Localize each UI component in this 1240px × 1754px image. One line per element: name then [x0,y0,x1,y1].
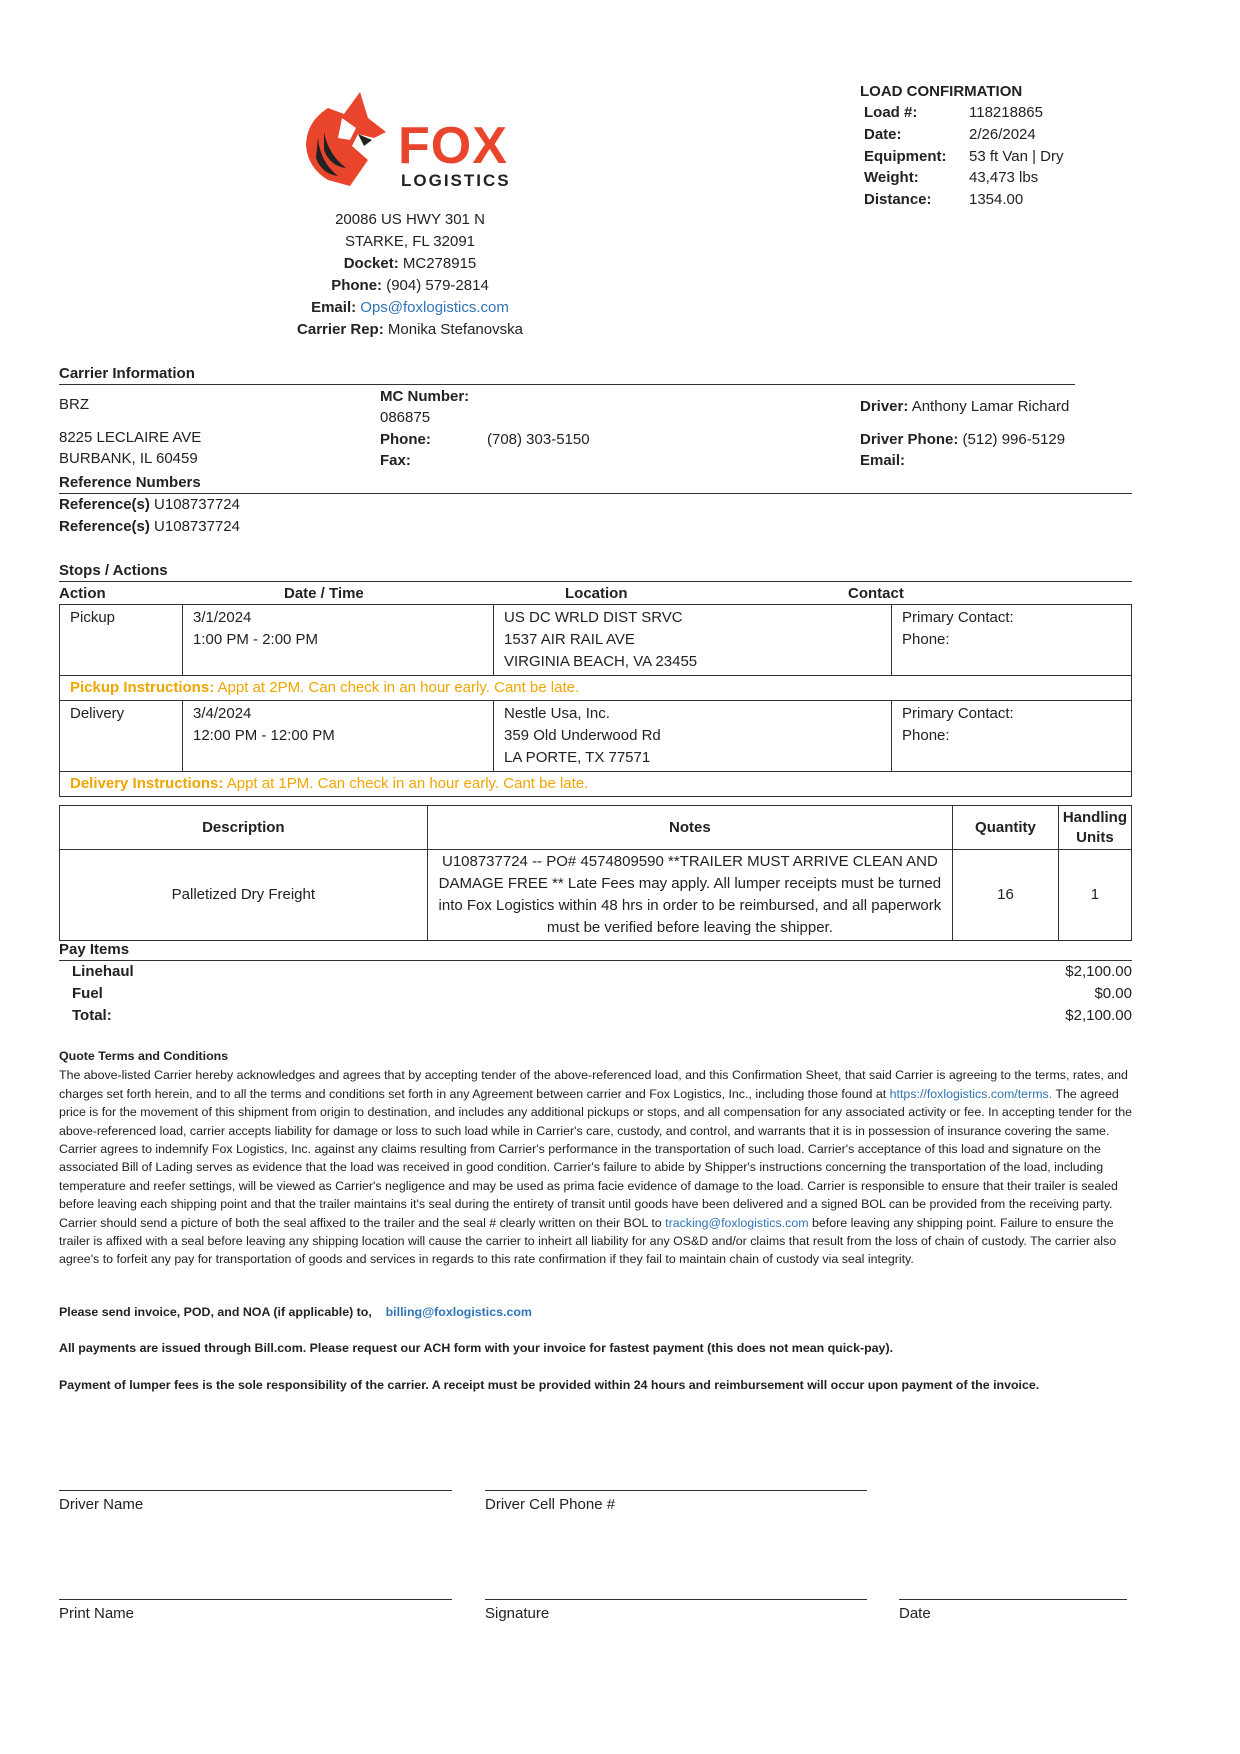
driver-cell-label: Driver Cell Phone # [485,1496,616,1513]
lumper-note: Payment of lumper fees is the sole responsibility of the carrier. A receipt must be provided within 24 hours and reimbursement will occur upon payment of the invoice. [59,1378,1040,1392]
stops-section-title: Stops / Actions [59,562,168,579]
pay-item-linehaul-label: Linehaul [72,963,134,980]
freight-header-quantity: Quantity [953,806,1059,850]
stop-action: Delivery [60,701,183,772]
stop-row [60,701,1132,772]
fox-head-icon [298,88,398,188]
terms-title: Quote Terms and Conditions [59,1049,229,1063]
load-number-row: Load #: 118218865 [864,104,1043,121]
stop-row [60,605,1132,676]
driver-name-label: Driver Name [59,1496,144,1513]
logo-wordmark: FOX [398,117,508,175]
company-phone: Phone: (904) 579-2814 [331,277,489,294]
print-name-line[interactable] [59,1599,452,1600]
date-label: Date [899,1605,931,1622]
pay-item-fuel-label: Fuel [72,985,103,1002]
ops-email-link[interactable]: Ops@foxlogistics.com [360,299,509,316]
logo-subtitle: LOGISTICS [401,171,511,190]
pay-item-linehaul-value: $2,100.00 [1065,963,1132,980]
references-divider [59,493,1132,494]
driver-cell-line[interactable] [485,1490,867,1491]
carrier-rep: Carrier Rep: Monika Stefanovska [297,321,523,338]
load-distance-row: Distance: 1354.00 [864,191,1024,208]
delivery-instructions-text: Appt at 1PM. Can check in an hour early. Cant be late. [226,775,589,792]
stops-header-action: Action [59,585,106,602]
company-email: Email: Ops@foxlogistics.com [311,299,509,316]
pay-total-label: Total: [72,1007,112,1024]
stops-header-datetime: Date / Time [284,585,364,602]
tracking-email-link[interactable]: tracking@foxlogistics.com [665,1215,809,1230]
payments-note: All payments are issued through Bill.com. Please request our ACH form with your invoice for fastest payment (this does not mean quick-pay). [59,1341,894,1355]
reference-row: Reference(s) U108737724 [59,518,240,535]
carrier-section-title: Carrier Information [59,365,195,382]
company-info [240,209,580,341]
pay-total-value: $2,100.00 [1065,1007,1132,1024]
pay-section-title: Pay Items [59,941,130,958]
freight-table [59,805,1132,941]
pay-divider [59,960,1132,961]
references-section-title: Reference Numbers [59,474,201,491]
stops-header-contact: Contact [848,585,904,602]
stops-header-location: Location [565,585,628,602]
company-docket: Docket: MC278915 [343,255,477,272]
load-confirmation-title: LOAD CONFIRMATION [860,83,1023,100]
freight-header-description: Description [60,806,428,850]
carrier-address-line1: 8225 LECLAIRE AVE [59,429,202,446]
pickup-instructions-text: Appt at 2PM. Can check in an hour early. Cant be late. [217,679,580,696]
print-name-label: Print Name [59,1605,135,1622]
terms-body: The above-listed Carrier hereby acknowledges and agrees that by accepting tender of the above-referenced load, and this Confirmation Sheet, that said Carrier is agreeing to the terms, rates, and charges set forth herein, and to all the terms and conditions set forth in any Agreement between carrier and Fox Logistics, Inc., including those found at https://foxlogistics.com/terms. The agreed price is for the movement of this shipment from origin to destination, and includes any additional pickups or stops, and all compensation for any associated activity or fee. In accepting tender for the above-referenced load, carrier accepts liability for damage or loss to such load while in Carrier's care, custody, and control, and warrants that it is in possession of insurance covering the same. Carrier agrees to indemnify Fox Logistics, Inc. against any claims resulting from Carrier's performance in the transportation of such load. Carrier's acceptance of this load and signature on the associated Bill of Lading serves as evidence that the load was received in good condition. Carrier's failure to abide by Shipper's instructions concerning the transportation of the load, including temperature and reefer settings, will be viewed as Carrier's negligence and may be used as prima facie evidence of damage to the load. Carrier is responsible to ensure that their trailer is sealed before leaving each shipping point and that the trailer maintains it's seal during the entirety of transit until goods have been delivered and a signed BOL can be provided from the receiving party. Carrier should send a picture of both the seal affixed to the trailer and the seal # clearly written on their BOL to tracking@foxlogistics.com before leaving any shipping point. Failure to ensure the trailer is affixed with a seal before leaving any shipping location will cause the carrier to inheirt all liability for any OS&D and/or claims that result from the loss of chain of custody. The carrier also agree's to forfeit any pay for transportation of goods and services in regards to this rate confirmation if they fail to maintain chain of custody via seal integrity. [59,1068,1133,1267]
stops-divider [59,581,1132,582]
stop-instructions-row [60,676,1132,701]
stop-datetime: 3/4/2024 12:00 PM - 12:00 PM [183,701,494,772]
billing-email-link[interactable]: billing@foxlogistics.com [385,1305,532,1319]
carrier-phone-value: (708) 303-5150 [487,431,590,448]
carrier-phone-label: Phone: [380,431,431,448]
stop-contact: Primary Contact: Phone: [892,701,1132,772]
freight-header-row [60,806,1132,850]
stop-datetime: 3/1/2024 1:00 PM - 2:00 PM [183,605,494,676]
stop-location: Nestle Usa, Inc. 359 Old Underwood Rd LA PORTE, TX 77571 [494,701,892,772]
terms-block [59,1047,1134,1269]
driver-name-line[interactable] [59,1490,452,1491]
pay-item-fuel-value: $0.00 [1094,985,1132,1002]
reference-row: Reference(s) U108737724 [59,496,240,513]
driver-phone-row: Driver Phone: (512) 996-5129 [860,431,1066,448]
delivery-instructions-label: Delivery Instructions: [70,775,224,792]
freight-handling-units: 1 [1058,850,1131,941]
pickup-instructions-label: Pickup Instructions: [70,679,215,696]
freight-row [60,850,1132,941]
freight-header-handling: Handling Units [1058,806,1131,850]
freight-header-notes: Notes [427,806,952,850]
freight-description: Palletized Dry Freight [60,850,428,941]
company-logo [300,92,520,190]
signature-label: Signature [485,1605,550,1622]
driver-row: Driver: Anthony Lamar Richard [860,398,1070,415]
carrier-address-line2: BURBANK, IL 60459 [59,450,198,467]
freight-notes: U108737724 -- PO# 4574809590 **TRAILER MUST ARRIVE CLEAN AND DAMAGE FREE ** Late Fees may apply. All lumper receipts must be turned into Fox Logistics within 48 hrs in order to be reimbursed, and all paperwork must be verified before leaving the shipper. [427,850,952,941]
freight-quantity: 16 [953,850,1059,941]
stop-action: Pickup [60,605,183,676]
load-weight-row: Weight: 43,473 lbs [864,169,1039,186]
invoice-note: Please send invoice, POD, and NOA (if applicable) to, billing@foxlogistics.com [59,1305,532,1319]
stops-table [59,604,1132,797]
signature-line[interactable] [485,1599,867,1600]
mc-number-value: 086875 [380,409,431,426]
mc-number-label: MC Number: [380,388,470,405]
stop-location: US DC WRLD DIST SRVC 1537 AIR RAIL AVE VIRGINIA BEACH, VA 23455 [494,605,892,676]
terms-link[interactable]: https://foxlogistics.com/terms. [889,1086,1053,1101]
stop-contact: Primary Contact: Phone: [892,605,1132,676]
driver-email-label: Email: [860,452,906,469]
date-line[interactable] [899,1599,1127,1600]
company-address-line1: 20086 US HWY 301 N [335,211,485,228]
load-date-row: Date: 2/26/2024 [864,126,1036,143]
carrier-divider [59,384,1075,385]
carrier-name: BRZ [59,396,89,413]
carrier-fax-label: Fax: [380,452,411,469]
stop-instructions-row [60,772,1132,797]
load-equipment-row: Equipment: 53 ft Van | Dry [864,148,1064,165]
company-address-line2: STARKE, FL 32091 [344,233,476,250]
